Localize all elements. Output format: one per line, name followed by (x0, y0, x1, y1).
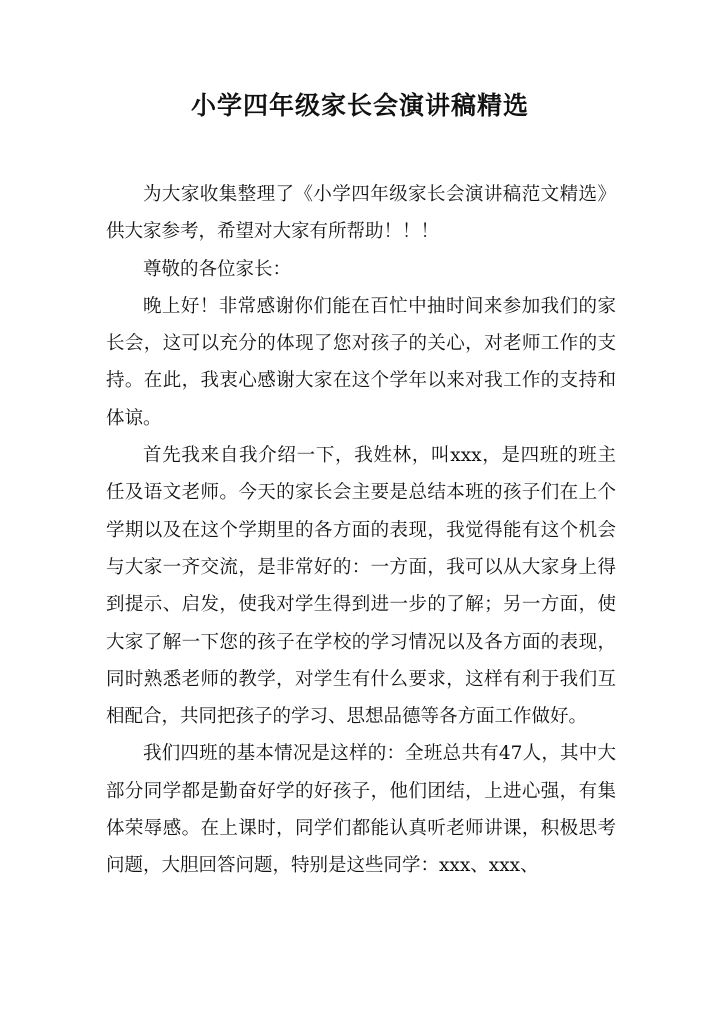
paragraph-salutation: 尊敬的各位家长： (143, 258, 292, 280)
paragraph-class-overview: 我们四班的基本情况是这样的：全班总共有47人，其中大部分同学都是勤奋好学的好孩子，他们团结，上进心强，有集体荣辱感。在上课时，同学们都能认真听老师讲课，积极思考问题，大胆回答问题，特别是这些同学：xxx、xxx、 (106, 743, 616, 877)
paragraph-greeting: 晚上好！非常感谢你们能在百忙中抽时间来参加我们的家长会，这可以充分的体现了您对孩子的关心，对老师工作的支持。在此，我衷心感谢大家在这个学年以来对我工作的支持和体谅。 (106, 295, 616, 429)
document-title: 小学四年级家长会演讲稿精选 (190, 91, 529, 120)
paragraph-intro: 为大家收集整理了《小学四年级家长会演讲稿范文精选》供大家参考，希望对大家有所帮助！！！ (106, 184, 616, 243)
paragraph-self-introduction: 首先我来自我介绍一下，我姓林，叫xxx，是四班的班主任及语文老师。今天的家长会主要是总结本班的孩子们在上个学期以及在这个学期里的各方面的表现，我觉得能有这个机会与大家一齐交流，是非常好的：一方面，我可以从大家身上得到提示、启发，使我对学生得到进一步的了解；另一方面，使大家了解一下您的孩子在学校的学习情况以及各方面的表现，同时熟悉老师的教学，对学生有什么要求，这样有利于我们互相配合，共同把孩子的学习、思想品德等各方面工作做好。 (106, 445, 616, 728)
document-body (106, 176, 616, 885)
